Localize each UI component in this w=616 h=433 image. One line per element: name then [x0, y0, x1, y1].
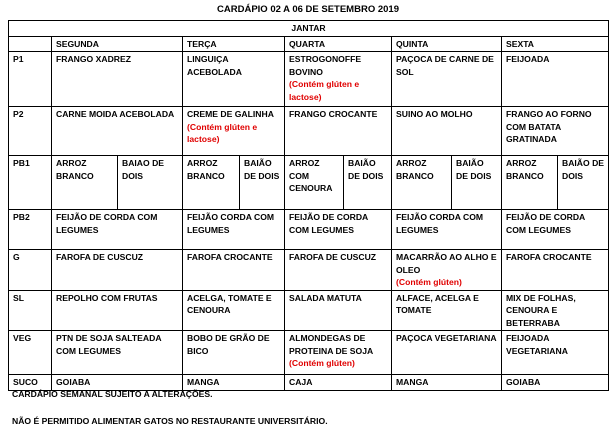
allergen-note: (Contém glúten e lactose): [187, 121, 258, 144]
veg-tuesday: BOBO DE GRÃO DE BICO: [183, 331, 285, 375]
pb1-tuesday-a: ARROZ BRANCO: [183, 156, 240, 210]
gluten-note: (Contém glúten): [289, 358, 355, 368]
corner-cell: [9, 36, 52, 52]
g-monday: FAROFA DE CUSCUZ: [52, 250, 183, 291]
g-wednesday: FAROFA DE CUSCUZ: [285, 250, 392, 291]
g-friday: FAROFA CROCANTE: [502, 250, 609, 291]
sl-friday: MIX DE FOLHAS, CENOURA E BETERRABA: [502, 290, 609, 331]
p2-tuesday-dish: CREME DE GALINHA: [187, 109, 274, 119]
suco-monday: GOIABA: [52, 375, 183, 391]
pb2-tuesday: FEIJÃO CORDA COM LEGUMES: [183, 210, 285, 250]
pb1-wednesday-a: ARROZ COM CENOURA: [285, 156, 344, 210]
g-thursday-dish: MACARRÃO AO ALHO E OLEO: [396, 252, 497, 275]
p2-thursday: SUINO AO MOLHO: [392, 107, 502, 156]
row-label-p1: P1: [9, 52, 52, 107]
p2-tuesday: [183, 107, 285, 156]
pb2-thursday: FEIJÃO CORDA COM LEGUMES: [392, 210, 502, 250]
p2-friday: FRANGO AO FORNO COM BATATA GRATINADA: [502, 107, 609, 156]
suco-friday: GOIABA: [502, 375, 609, 391]
p1-monday: FRANGO XADREZ: [52, 52, 183, 107]
sl-wednesday: SALADA MATUTA: [285, 290, 392, 331]
p1-thursday: PAÇOCA DE CARNE DE SOL: [392, 52, 502, 107]
g-tuesday: FAROFA CROCANTE: [183, 250, 285, 291]
veg-wednesday: [285, 331, 392, 375]
pb1-friday-b: BAIÃO DE DOIS: [558, 156, 609, 210]
suco-tuesday: MANGA: [183, 375, 285, 391]
row-label-sl: SL: [9, 290, 52, 331]
footer-note-cats: NÃO É PERMITIDO ALIMENTAR GATOS NO RESTAURANTE UNIVERSITÁRIO.: [12, 416, 328, 426]
pb1-monday-a: ARROZ BRANCO: [52, 156, 118, 210]
footer-note-changes: CARDÁPIO SEMANAL SUJEITO A ALTERAÇÕES.: [12, 389, 213, 399]
row-label-pb2: PB2: [9, 210, 52, 250]
row-label-veg: VEG: [9, 331, 52, 375]
veg-monday: PTN DE SOJA SALTEADA COM LEGUMES: [52, 331, 183, 375]
p1-wednesday-dish: ESTROGONOFFE BOVINO: [289, 54, 362, 77]
veg-friday: FEIJOADA VEGETARIANA: [502, 331, 609, 375]
p1-friday: FEIJOADA: [502, 52, 609, 107]
pb1-monday-b: BAIAO DE DOIS: [118, 156, 183, 210]
p1-wednesday: [285, 52, 392, 107]
gluten-note: (Contém glúten): [396, 277, 462, 287]
pb2-friday: FEIJÃO DE CORDA COM LEGUMES: [502, 210, 609, 250]
pb2-monday: FEIJÃO DE CORDA COM LEGUMES: [52, 210, 183, 250]
p2-wednesday: FRANGO CROCANTE: [285, 107, 392, 156]
pb1-friday-a: ARROZ BRANCO: [502, 156, 558, 210]
sl-tuesday: ACELGA, TOMATE E CENOURA: [183, 290, 285, 331]
allergen-note: (Contém glúten e lactose): [289, 79, 360, 102]
pb1-thursday-b: BAIÃO DE DOIS: [452, 156, 502, 210]
row-label-g: G: [9, 250, 52, 291]
row-label-suco: SUCO: [9, 375, 52, 391]
g-thursday: [392, 250, 502, 291]
veg-thursday: PAÇOCA VEGETARIANA: [392, 331, 502, 375]
day-thursday: QUINTA: [392, 36, 502, 52]
day-friday: SEXTA: [502, 36, 609, 52]
p1-tuesday: LINGUIÇA ACEBOLADA: [183, 52, 285, 107]
day-monday: SEGUNDA: [52, 36, 183, 52]
pb2-wednesday: FEIJÃO DE CORDA COM LEGUMES: [285, 210, 392, 250]
pb1-tuesday-b: BAIÃO DE DOIS: [240, 156, 285, 210]
day-wednesday: QUARTA: [285, 36, 392, 52]
pb1-wednesday-b: BAIÃO DE DOIS: [344, 156, 392, 210]
pb1-thursday-a: ARROZ BRANCO: [392, 156, 452, 210]
section-header: JANTAR: [9, 21, 609, 37]
p2-monday: CARNE MOIDA ACEBOLADA: [52, 107, 183, 156]
suco-thursday: MANGA: [392, 375, 502, 391]
row-label-p2: P2: [9, 107, 52, 156]
sl-monday: REPOLHO COM FRUTAS: [52, 290, 183, 331]
day-tuesday: TERÇA: [183, 36, 285, 52]
veg-wednesday-dish: ALMONDEGAS DE PROTEINA DE SOJA: [289, 333, 374, 356]
row-label-pb1: PB1: [9, 156, 52, 210]
sl-thursday: ALFACE, ACELGA E TOMATE: [392, 290, 502, 331]
menu-title: CARDÁPIO 02 A 06 DE SETEMBRO 2019: [217, 4, 399, 15]
menu-table: [8, 20, 609, 391]
suco-wednesday: CAJA: [285, 375, 392, 391]
